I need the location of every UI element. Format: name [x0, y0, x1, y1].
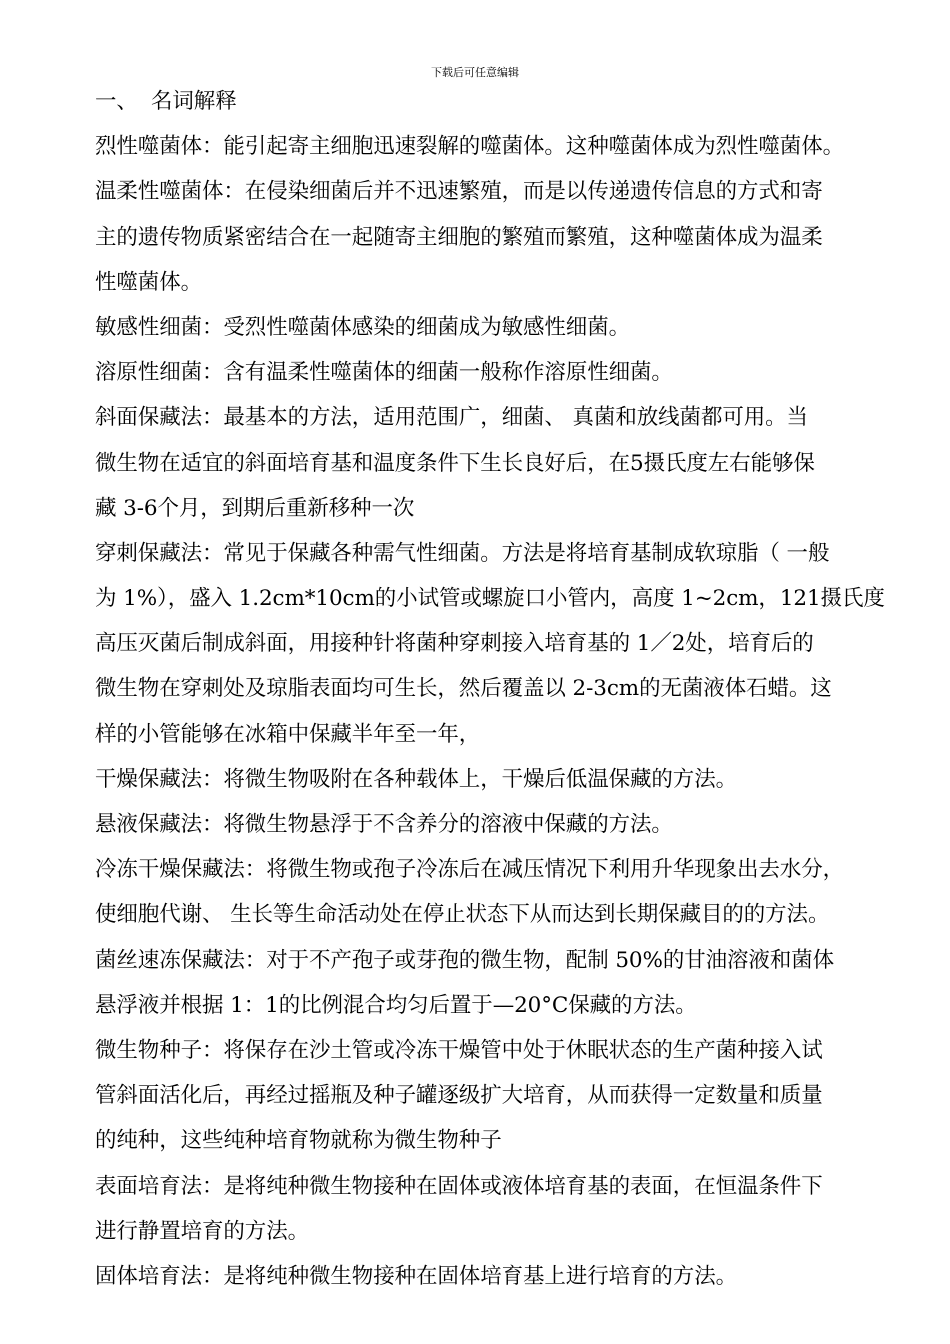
text-line: 悬浮液并根据 1：1的比例混合均匀后置于—20°C保藏的方法。: [95, 992, 697, 1018]
text-line: 冷冻干燥保藏法：将微生物或孢子冷冻后在减压情况下利用升华现象出去水分，: [95, 857, 845, 883]
text-line: 进行静置培育的方法。: [95, 1218, 310, 1244]
page-header-note: 下载后可任意编辑: [431, 66, 519, 79]
text-line: 主的遗传物质紧密结合在一起随寄主细胞的繁殖而繁殖，这种噬菌体成为温柔: [95, 224, 823, 250]
text-line: 为 1%），盛入 1.2cm*10cm的小试管或螺旋口小管内，高度 1~2cm，121摄氏度: [95, 586, 885, 612]
text-line: 敏感性细菌：受烈性噬菌体感染的细菌成为敏感性细菌。: [95, 314, 631, 340]
text-line: 穿刺保藏法：常见于保藏各种需气性细菌。方法是将培育基制成软琼脂（ 一般: [95, 540, 830, 566]
text-line: 菌丝速冻保藏法：对于不产孢子或芽孢的微生物，配制 50%的甘油溶液和菌体: [95, 947, 835, 973]
section-heading: [95, 79, 895, 124]
text-line: 性噬菌体。: [95, 269, 203, 295]
text-line: 微生物种子：将保存在沙土管或冷冻干燥管中处于休眠状态的生产菌种接入试: [95, 1037, 823, 1063]
text-line: 管斜面活化后，再经过摇瓶及种子罐逐级扩大培育，从而获得一定数量和质量: [95, 1083, 823, 1109]
text-line: 温柔性噬菌体：在侵染细菌后并不迅速繁殖，而是以传递遗传信息的方式和寄: [95, 179, 823, 205]
text-line: 烈性噬菌体：能引起寄主细胞迅速裂解的噬菌体。这种噬菌体成为烈性噬菌体。: [95, 134, 845, 160]
text-line: 样的小管能够在冰箱中保藏半年至一年，: [95, 721, 481, 747]
text-line: 悬液保藏法：将微生物悬浮于不含养分的溶液中保藏的方法。: [95, 812, 673, 837]
text-line: 固体培育法：是将纯种微生物接种在固体培育基上进行培育的方法。: [95, 1263, 738, 1289]
text-line: 表面培育法：是将纯种微生物接种在固体或液体培育基的表面，在恒温条件下: [95, 1173, 823, 1199]
text-line: 溶原性细菌：含有温柔性噬菌体的细菌一般称作溶原性细菌。: [95, 360, 673, 386]
text-line: 藏 3-6个月，到期后重新移种一次: [95, 495, 415, 521]
text-line: 的纯种，这些纯种培育物就称为微生物种子: [95, 1128, 502, 1154]
text-line: 斜面保藏法：最基本的方法，适用范围广，细菌、 真菌和放线菌都可用。当: [95, 405, 808, 431]
text-line: 使细胞代谢、 生长等生命活动处在停止状态下从而达到长期保藏目的的方法。: [95, 902, 830, 928]
text-line: 微生物在适宜的斜面培育基和温度条件下生长良好后，在5摄氏度左右能够保: [95, 450, 815, 476]
text-line: 微生物在穿刺处及琼脂表面均可生长，然后覆盖以 2-3cm的无菌液体石蜡。这: [95, 676, 832, 702]
text-line: 高压灭菌后制成斜面，用接种针将菌种穿刺接入培育基的 1／2处，培育后的: [95, 631, 814, 657]
section-title: 名词解释: [151, 89, 237, 114]
section-number: 一、: [95, 89, 138, 114]
document-body: [95, 79, 895, 1299]
text-line: 干燥保藏法：将微生物吸附在各种载体上，干燥后低温保藏的方法。: [95, 766, 738, 792]
